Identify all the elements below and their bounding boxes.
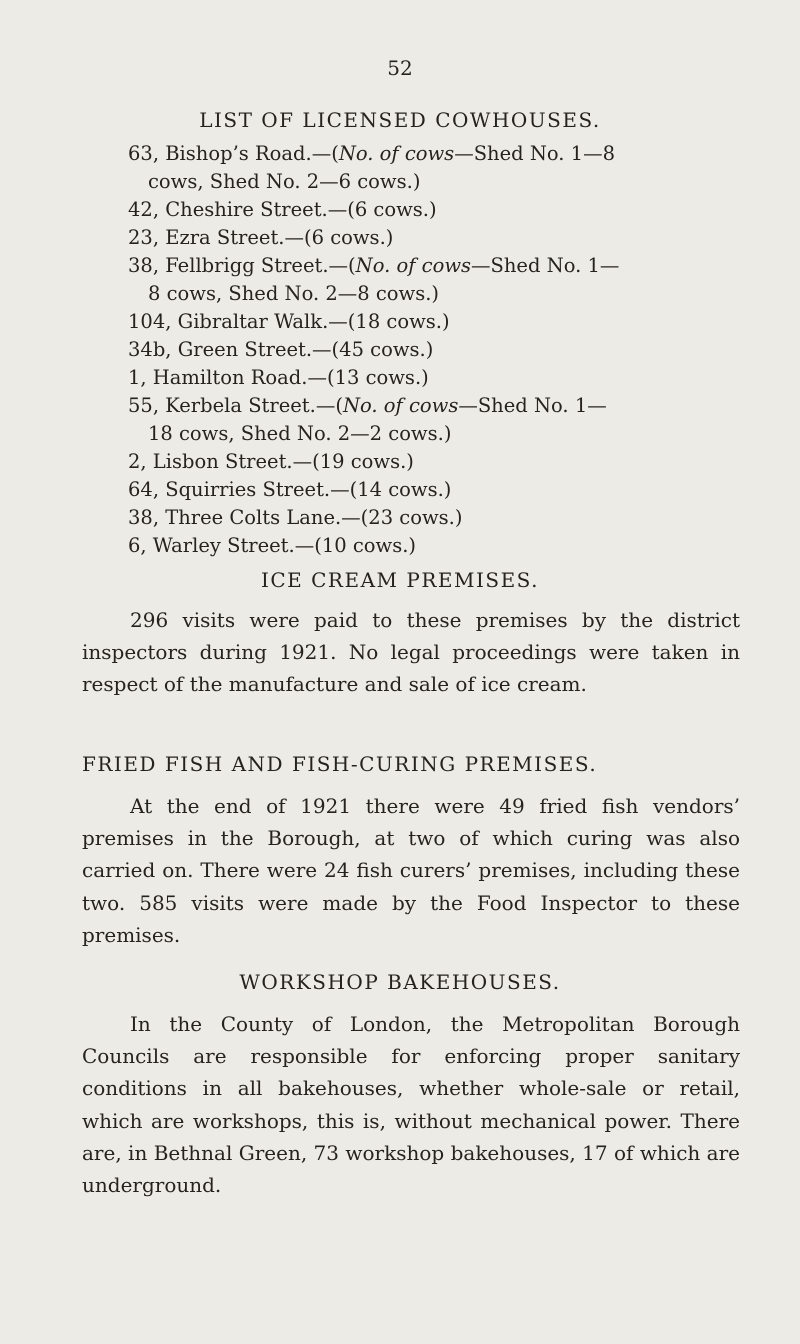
cowhouse-entry: 42, Cheshire Street.—(6 cows.)	[128, 198, 437, 221]
cowhouse-entry: 1, Hamilton Road.—(13 cows.)	[128, 366, 429, 389]
cowhouse-entry: 2, Lisbon Street.—(19 cows.)	[128, 450, 414, 473]
cowhouse-entry: 104, Gibraltar Walk.—(18 cows.)	[128, 310, 450, 333]
cowhouse-entry: 23, Ezra Street.—(6 cows.)	[128, 226, 394, 249]
ice-cream-paragraph: 296 visits were paid to these premises by the district inspectors during 1921. No legal proceedings were taken in respect of the manufacture and sale of ice cream.	[82, 608, 740, 697]
cowhouse-entry: 38, Three Colts Lane.—(23 cows.)	[128, 506, 463, 529]
bakehouses-heading: WORKSHOP BAKEHOUSES.	[239, 970, 561, 994]
fried-fish-paragraph: At the end of 1921 there were 49 fried fish vendors’ premises in the Borough, at two of which curing was also carried on. There were 24 fish curers’ premises, including these two. 585 visits were made by the Food Inspector to these premises.	[82, 794, 740, 947]
cowhouse-entry: 34b, Green Street.—(45 cows.)	[128, 338, 434, 361]
fried-fish-heading: FRIED FISH AND FISH-CURING PREMISES.	[82, 752, 598, 776]
bakehouses-paragraph: In the County of London, the Metropolitan Borough Councils are responsible for enforcing proper sanitary conditions in all bakehouses, whether whole-sale or retail, which are workshops, this is, without mechanical power. There are, in Bethnal Green, 73 workshop bakehouses, 17 of which are underground.	[82, 1012, 740, 1198]
cowhouses-heading: LIST OF LICENSED COWHOUSES.	[199, 108, 601, 132]
cowhouse-entry: 63, Bishop’s Road.—(No. of cows—Shed No. 1—8 cows, Shed No. 2—6 cows.)	[128, 142, 615, 193]
cowhouse-entry: 64, Squirries Street.—(14 cows.)	[128, 478, 452, 501]
ice-cream-heading: ICE CREAM PREMISES.	[260, 568, 540, 592]
page-number: 52	[387, 56, 413, 80]
cowhouse-entry: 38, Fellbrigg Street.—(No. of cows—Shed No. 1— 8 cows, Shed No. 2—8 cows.)	[128, 254, 620, 305]
cowhouse-entry: 6, Warley Street.—(10 cows.)	[128, 534, 417, 557]
cowhouse-entry: 55, Kerbela Street.—(No. of cows—Shed No. 1— 18 cows, Shed No. 2—2 cows.)	[128, 394, 607, 445]
